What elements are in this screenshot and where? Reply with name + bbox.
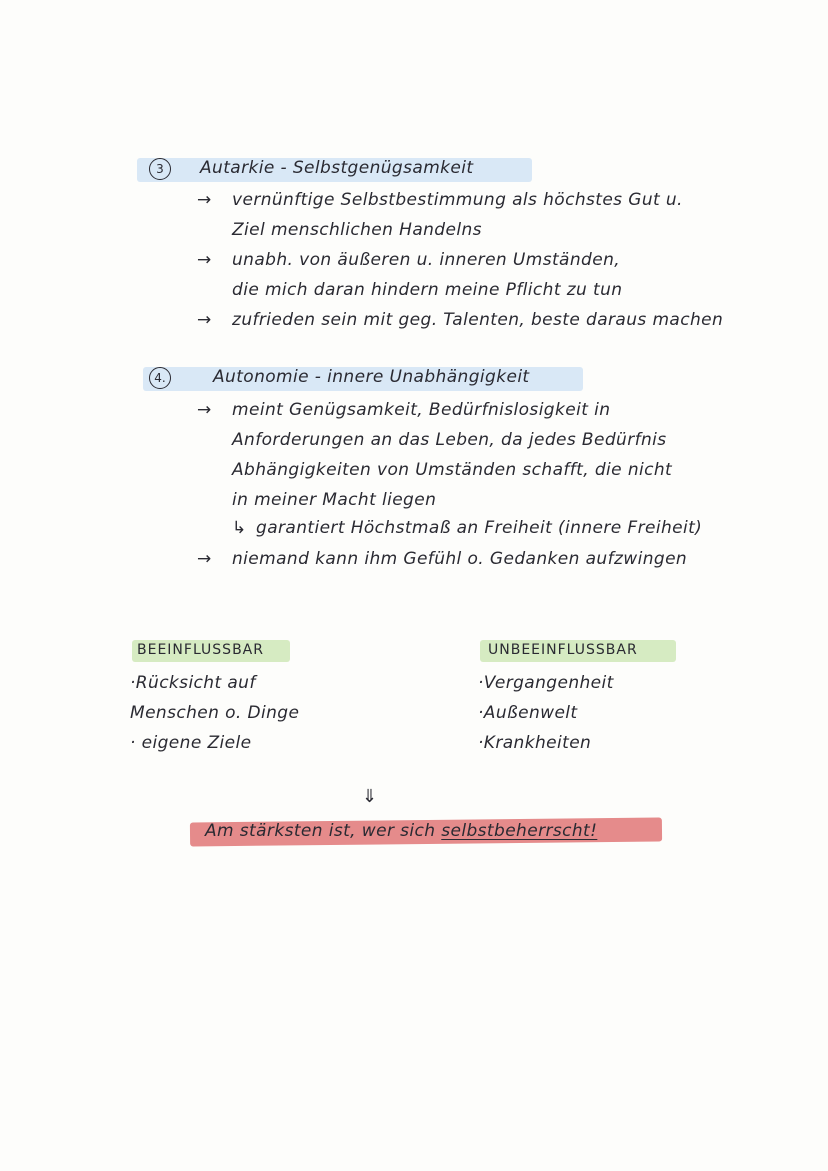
conclusion-text-start: Am stärksten ist, wer sich (205, 821, 442, 841)
section3-heading: Autarkie - Selbstgenügsamkeit (200, 158, 474, 178)
arrow-icon: → (197, 190, 212, 210)
arrow-icon: → (197, 549, 212, 569)
sub-arrow-icon: ↳ (232, 518, 247, 538)
section4-line: in meiner Macht liegen (232, 490, 437, 510)
section4-line: garantiert Höchstmaß an Freiheit (innere Freiheit) (256, 518, 703, 538)
arrow-icon: → (197, 250, 212, 270)
section4-heading: Autonomie - innere Unabhängigkeit (213, 367, 530, 387)
ergo-arrow-icon: ⇓ (362, 786, 378, 807)
section3-line: Ziel menschlichen Handelns (232, 220, 482, 240)
conclusion-text (205, 821, 597, 841)
section3-line: unabh. von äußeren u. inneren Umständen, (232, 250, 621, 270)
influenceable-item: · eigene Ziele (130, 733, 252, 753)
not-influenceable-heading: UNBEEINFLUSSBAR (488, 642, 638, 658)
section3-line: vernünftige Selbstbestimmung als höchstes Gut u. (232, 190, 683, 210)
arrow-icon: → (197, 310, 212, 330)
not-influenceable-item: ·Krankheiten (478, 733, 592, 753)
section3-line: zufrieden sein mit geg. Talenten, beste daraus machen (232, 310, 724, 330)
influenceable-item: ·Rücksicht auf (130, 673, 256, 693)
section3-number: 3 (149, 158, 171, 180)
section4-line: meint Genügsamkeit, Bedürfnislosigkeit in (232, 400, 611, 420)
section4-number: 4. (149, 367, 171, 389)
section4-line: Anforderungen an das Leben, da jedes Bedürfnis (232, 430, 667, 450)
section4-line: niemand kann ihm Gefühl o. Gedanken aufzwingen (232, 549, 688, 569)
not-influenceable-item: ·Außenwelt (478, 703, 578, 723)
section3-line: die mich daran hindern meine Pflicht zu tun (232, 280, 623, 300)
arrow-icon: → (197, 400, 212, 420)
influenceable-item: Menschen o. Dinge (130, 703, 300, 723)
influenceable-heading: BEEINFLUSSBAR (137, 642, 264, 658)
not-influenceable-item: ·Vergangenheit (478, 673, 614, 693)
section4-line: Abhängigkeiten von Umständen schafft, die nicht (232, 460, 673, 480)
conclusion-text-underlined: selbstbeherrscht! (441, 821, 598, 841)
